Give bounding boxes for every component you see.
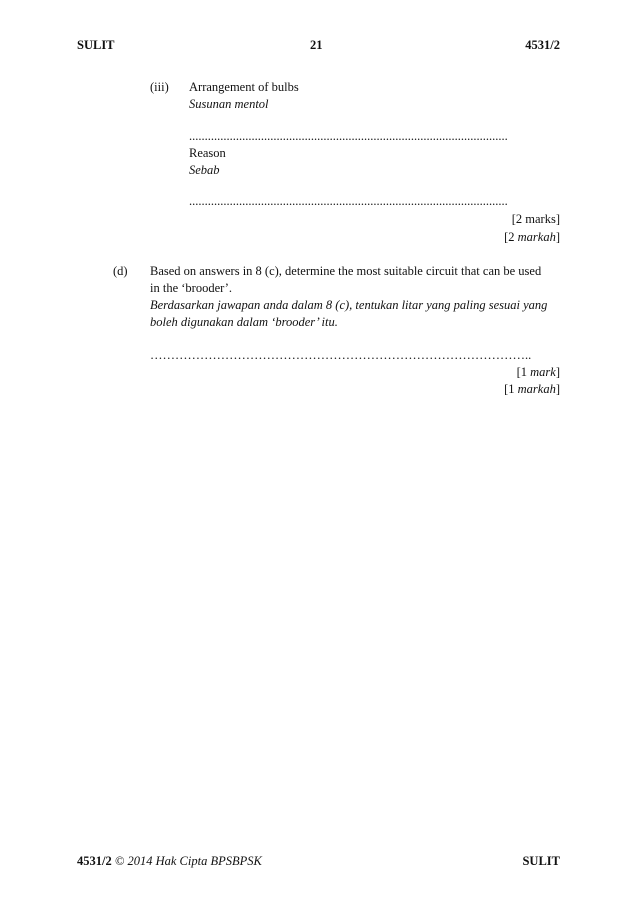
header-right: 4531/2	[525, 38, 560, 52]
header-left: SULIT	[77, 38, 115, 52]
reason-label-en: Reason	[189, 146, 226, 160]
subquestion-number: (iii)	[150, 80, 169, 94]
question-ms-line2: boleh digunakan dalam ‘brooder’ itu.	[150, 315, 338, 329]
answer-line-reason[interactable]: ......................................................................................................	[189, 194, 508, 208]
answer-line-arrangement[interactable]: ......................................................................................................	[189, 129, 508, 143]
marks-en: [2 marks]	[511, 212, 560, 226]
question-letter: (d)	[113, 264, 128, 278]
arrangement-label-en: Arrangement of bulbs	[189, 80, 299, 94]
marks-en: [1 mark]	[516, 365, 560, 379]
marks-ms: [1 markah]	[504, 382, 560, 396]
reason-label-ms: Sebab	[189, 163, 220, 177]
page-number: 21	[310, 38, 323, 52]
footer-right: SULIT	[522, 854, 560, 868]
marks-ms: [2 markah]	[504, 230, 560, 244]
answer-line-circuit[interactable]: ………………………………………………………………………………..	[150, 348, 532, 362]
question-en-line2: in the ‘brooder’.	[150, 281, 233, 295]
question-ms-line1: Berdasarkan jawapan anda dalam 8 (c), tentukan litar yang paling sesuai yang	[150, 298, 548, 312]
arrangement-label-ms: Susunan mentol	[189, 97, 269, 111]
footer-left: 4531/2 © 2014 Hak Cipta BPSBPSK	[77, 854, 262, 868]
question-en-line1: Based on answers in 8 (c), determine the most suitable circuit that can be used	[150, 264, 542, 278]
